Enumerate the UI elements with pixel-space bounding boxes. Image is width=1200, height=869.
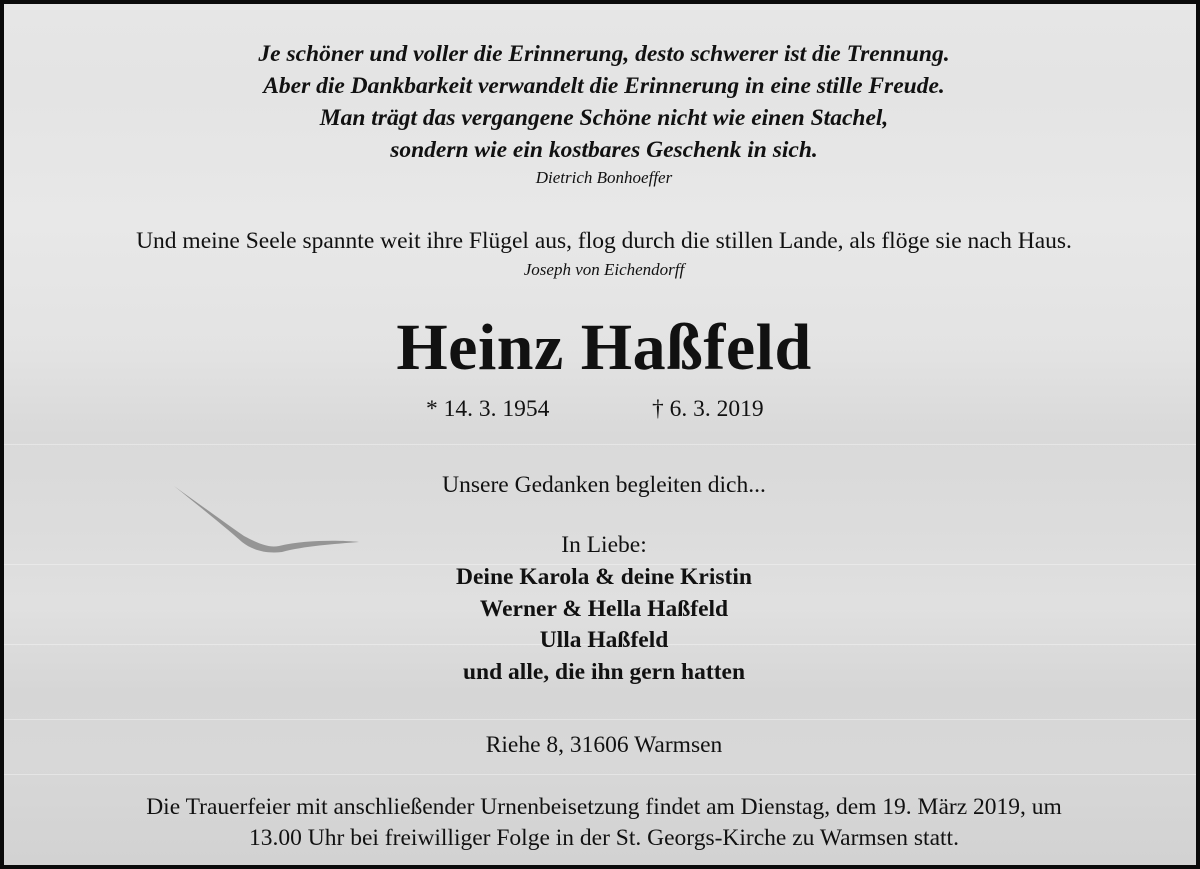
ceremony-info [4, 792, 1200, 854]
mourner-line: Ulla Haßfeld [539, 627, 669, 653]
mourners-list [4, 562, 1200, 688]
mourner-line: und alle, die ihn gern hatten [462, 658, 746, 685]
signoff-intro: In Liebe: [561, 532, 647, 558]
poem-text: Und meine Seele spannte weit ihre Flügel aus, flog durch die stillen Lande, als flöge sie nach Haus. [136, 228, 1072, 254]
quote-line: Je schöner und voller die Erinnerung, desto schwerer ist die Trennung. [258, 41, 950, 67]
ceremony-line: Die Trauerfeier mit anschließender Urnenbeisetzung findet am Dienstag, dem 19. März 2019, um [146, 794, 1062, 820]
condolence-message: Unsere Gedanken begleiten dich... [442, 472, 766, 498]
quote-line: Man trägt das vergangene Schöne nicht wie einen Stachel, [319, 105, 889, 131]
sea-wave-line [4, 774, 1196, 775]
death-date: † 6. 3. 2019 [652, 396, 764, 422]
ceremony-line: 13.00 Uhr bei freiwilliger Folge in der St. Georgs-Kirche zu Warmsen statt. [249, 825, 959, 851]
quote-block [4, 38, 1200, 166]
quote-line: sondern wie ein kostbares Geschenk in sich. [390, 137, 818, 163]
mourner-line: Deine Karola & deine Kristin [456, 564, 752, 590]
quote-author: Dietrich Bonhoeffer [535, 168, 673, 187]
address: Riehe 8, 31606 Warmsen [485, 732, 723, 758]
quote-line: Aber die Dankbarkeit verwandelt die Erinnerung in eine stille Freude. [263, 73, 945, 99]
deceased-name: Heinz Haßfeld [396, 311, 812, 384]
birth-date: * 14. 3. 1954 [426, 396, 550, 422]
poem-author: Joseph von Eichendorff [523, 260, 685, 279]
life-dates [4, 396, 1200, 426]
mourner-line: Werner & Hella Haßfeld [479, 595, 729, 622]
sea-wave-line [4, 719, 1196, 720]
sea-horizon [4, 444, 1196, 445]
